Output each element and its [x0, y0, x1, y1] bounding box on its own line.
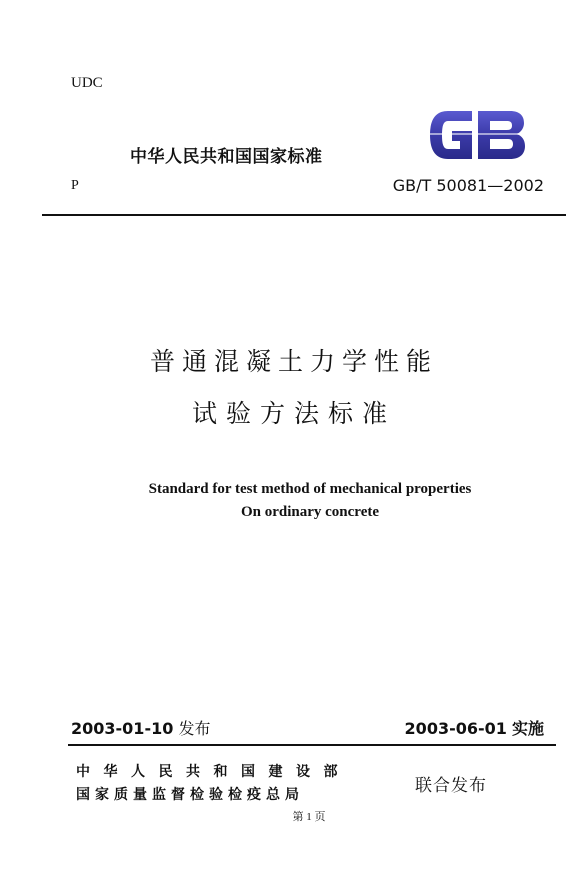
chinese-title-line-2: 试验方法标准: [191, 399, 396, 428]
header-divider: [42, 214, 566, 216]
implementation-date-value: 2003-06-01: [404, 719, 507, 738]
udc-label: UDC: [71, 75, 103, 91]
issue-date: [71, 716, 210, 739]
implementation-label: 实施: [511, 719, 544, 738]
implementation-date: [405, 716, 544, 739]
gb-logo-icon: [428, 107, 526, 163]
page-number: 第 1 页: [292, 811, 326, 823]
standard-number: GB/T 50081—2002: [392, 176, 544, 195]
footer-divider: [68, 744, 556, 746]
issuer-aqsiq: 国家质量监督检验检疫总局: [76, 787, 304, 803]
issuer-ministry: 中华人民共和国建设部: [76, 764, 351, 780]
english-title-line-1: Standard for test method of mechanical properties: [148, 481, 472, 497]
chinese-title-line-1: 普通混凝土力学性能: [149, 347, 438, 376]
joint-issue-label: 联合发布: [415, 776, 487, 796]
classification-code: P: [71, 178, 79, 193]
english-title-line-2: On ordinary concrete: [240, 504, 380, 520]
standard-type-title: 中华人民共和国国家标准: [130, 147, 323, 167]
issue-label: 发布: [178, 719, 211, 738]
issue-date-value: 2003-01-10: [71, 719, 174, 738]
